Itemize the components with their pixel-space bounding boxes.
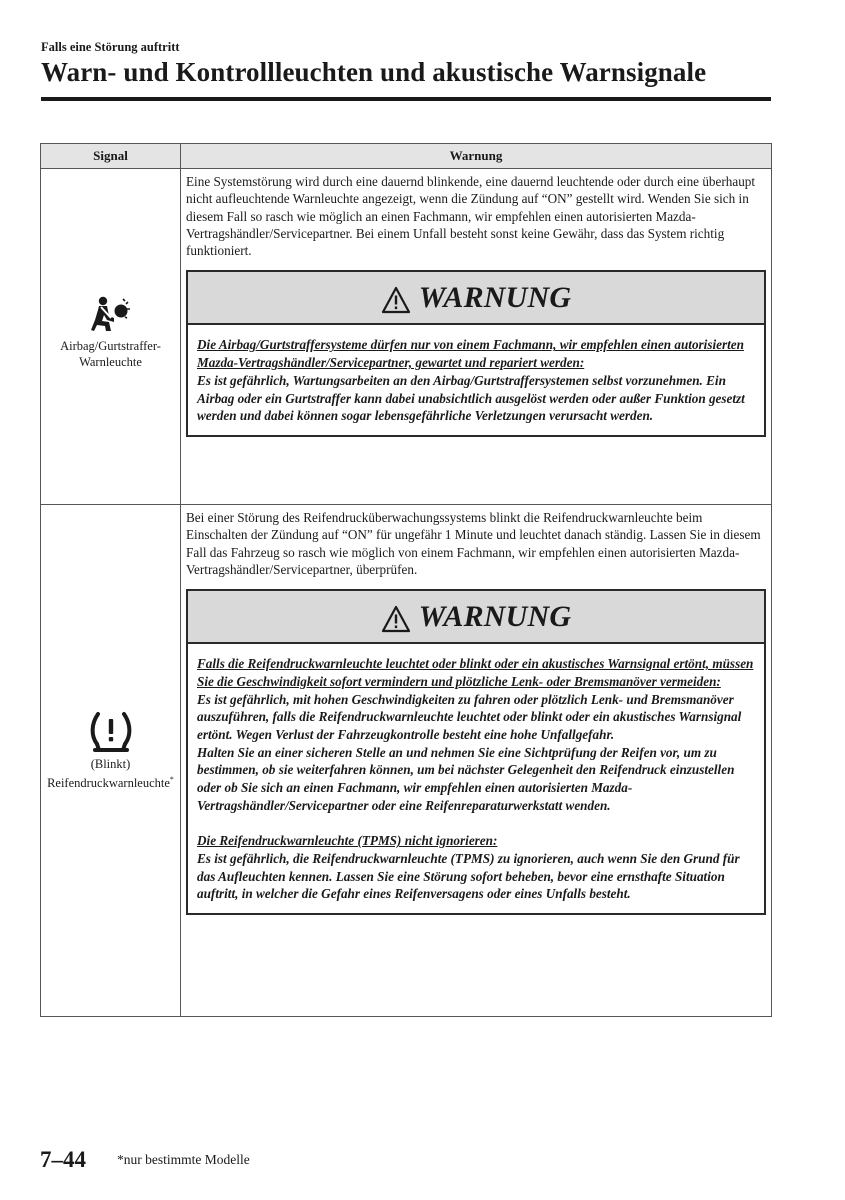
page-title: Warn- und Kontrollleuchten und akustische Warnsignale [41,57,707,87]
warning-box [186,589,766,915]
signal-cell [41,169,181,505]
warning-text: Es ist gefährlich, Wartungsarbeiten an den Airbag/Gurtstraffersystemen selbst vorzunehmen. Ein Airbag oder ein Gurtstraffer kann dabei unabsichtlich ausgelöst werden oder außer Funktion gesetzt werden und dabei können sogar lebensgefährliche Verletzungen verursacht werden. [197,372,745,424]
warning-heading: Die Reifendruckwarnleuchte (TPMS) nicht ignorieren: [197,833,498,849]
section-label: Falls eine Störung auftritt [41,40,180,54]
warning-box [186,270,766,437]
warning-lights-table [40,143,772,1017]
footnote: *nur bestimmte Modelle [117,1152,250,1167]
warning-triangle-icon [381,286,411,314]
table-header-row [41,144,772,169]
table-row [41,169,772,505]
warning-title: WARNUNG [418,599,572,633]
table-row [41,505,772,1017]
warning-triangle-icon [381,605,411,633]
column-header-warning: Warnung [181,144,772,169]
row-description: Eine Systemstörung wird durch eine dauernd blinkende, eine dauernd leuchtende oder durch eine überhaupt nicht aufleuchtende Warnleuchte angezeigt, wenn die Zündung auf “ON” gestellt wird. Wenden Sie sich in diesem Fall so rasch wie möglich an einen Fachmann, wir empfehlen einen autorisierten Mazda-Vertragshändler/Servicepartner. Bei einem Unfall besteht sonst keine Gewähr, dass das System richtig funktioniert. [186,174,756,259]
warning-header [188,591,764,644]
row-description: Bei einer Störung des Reifendrucküberwachungssystems blinkt die Reifendruckwarnleuchte beim Einschalten der Zündung auf “ON” für ungefähr 1 Minute und leuchtet danach ständig. Lassen Sie in diesem Fall das Fahrzeug so rasch wie möglich von einem Fachmann, wir empfehlen einen autorisierten Mazda-Vertragshändler/Servicepartner, überprüfen. [186,510,761,577]
warning-title: WARNUNG [418,280,572,314]
warning-cell [181,169,772,505]
signal-label: Airbag/Gurtstraffer-Warnleuchte [60,338,161,369]
warning-header [188,272,764,325]
page-number: 7–44 [40,1147,86,1172]
warning-heading: Die Airbag/Gurtstraffersysteme dürfen nur von einem Fachmann, wir empfehlen einen autorisierten Mazda-Vertragshändler/Servicepartner, gewartet und repariert werden: [197,337,744,371]
signal-cell [41,505,181,1017]
signal-label-wrap [43,772,178,791]
warning-text: Es ist gefährlich, die Reifendruckwarnleuchte (TPMS) zu ignorieren, auch wenn Sie den Grund für das Aufleuchten kennen. Lassen Sie eine Störung sofort beheben, bevor eine ernsthafte Situation auftritt, in welcher die Gefahr eines Reifenversagens oder eines Unfalls besteht. [197,850,740,902]
warning-body [188,325,764,435]
warning-body [188,644,764,913]
title-rule [41,97,771,101]
tire-pressure-warning-icon [85,710,137,754]
signal-note: (Blinkt) [90,756,131,771]
signal-label: Reifendruckwarnleuchte [47,776,170,791]
warning-heading: Falls die Reifendruckwarnleuchte leuchtet oder blinkt oder ein akustisches Warnsignal ertönt, müssen Sie die Geschwindigkeit sofort vermindern und plötzliche Lenk- oder Bremsmanöver vermeiden: [197,656,754,689]
warning-text: Es ist gefährlich, mit hohen Geschwindigkeiten zu fahren oder plötzlich Lenk- und Bremsmanöver auszuführen, falls die Reifendruckwarnleuchte leuchtet oder blinkt oder ein akustisches Warnsignal ertönt. Wegen Verlust der Fahrzeugkontrolle besteht eine hohe Unfallgefahr. [197,691,742,742]
footnote-marker: * [169,774,174,784]
column-header-signal: Signal [41,144,181,169]
airbag-seatbelt-person-icon [90,296,132,332]
warning-text: Halten Sie an einer sicheren Stelle an und nehmen Sie eine Sichtprüfung der Reifen vor, um zu bestimmen, ob sie weiterfahren können, um bei nächster Gelegenheit den Reifendruck einzustellen oder ob Sie sich an einen Fachmann, wir empfehlen einen autorisierten Mazda-Vertragshändler/Servicepartner oder eine Reifenreparaturwerkstatt wenden. [197,744,735,813]
warning-cell [181,505,772,1017]
